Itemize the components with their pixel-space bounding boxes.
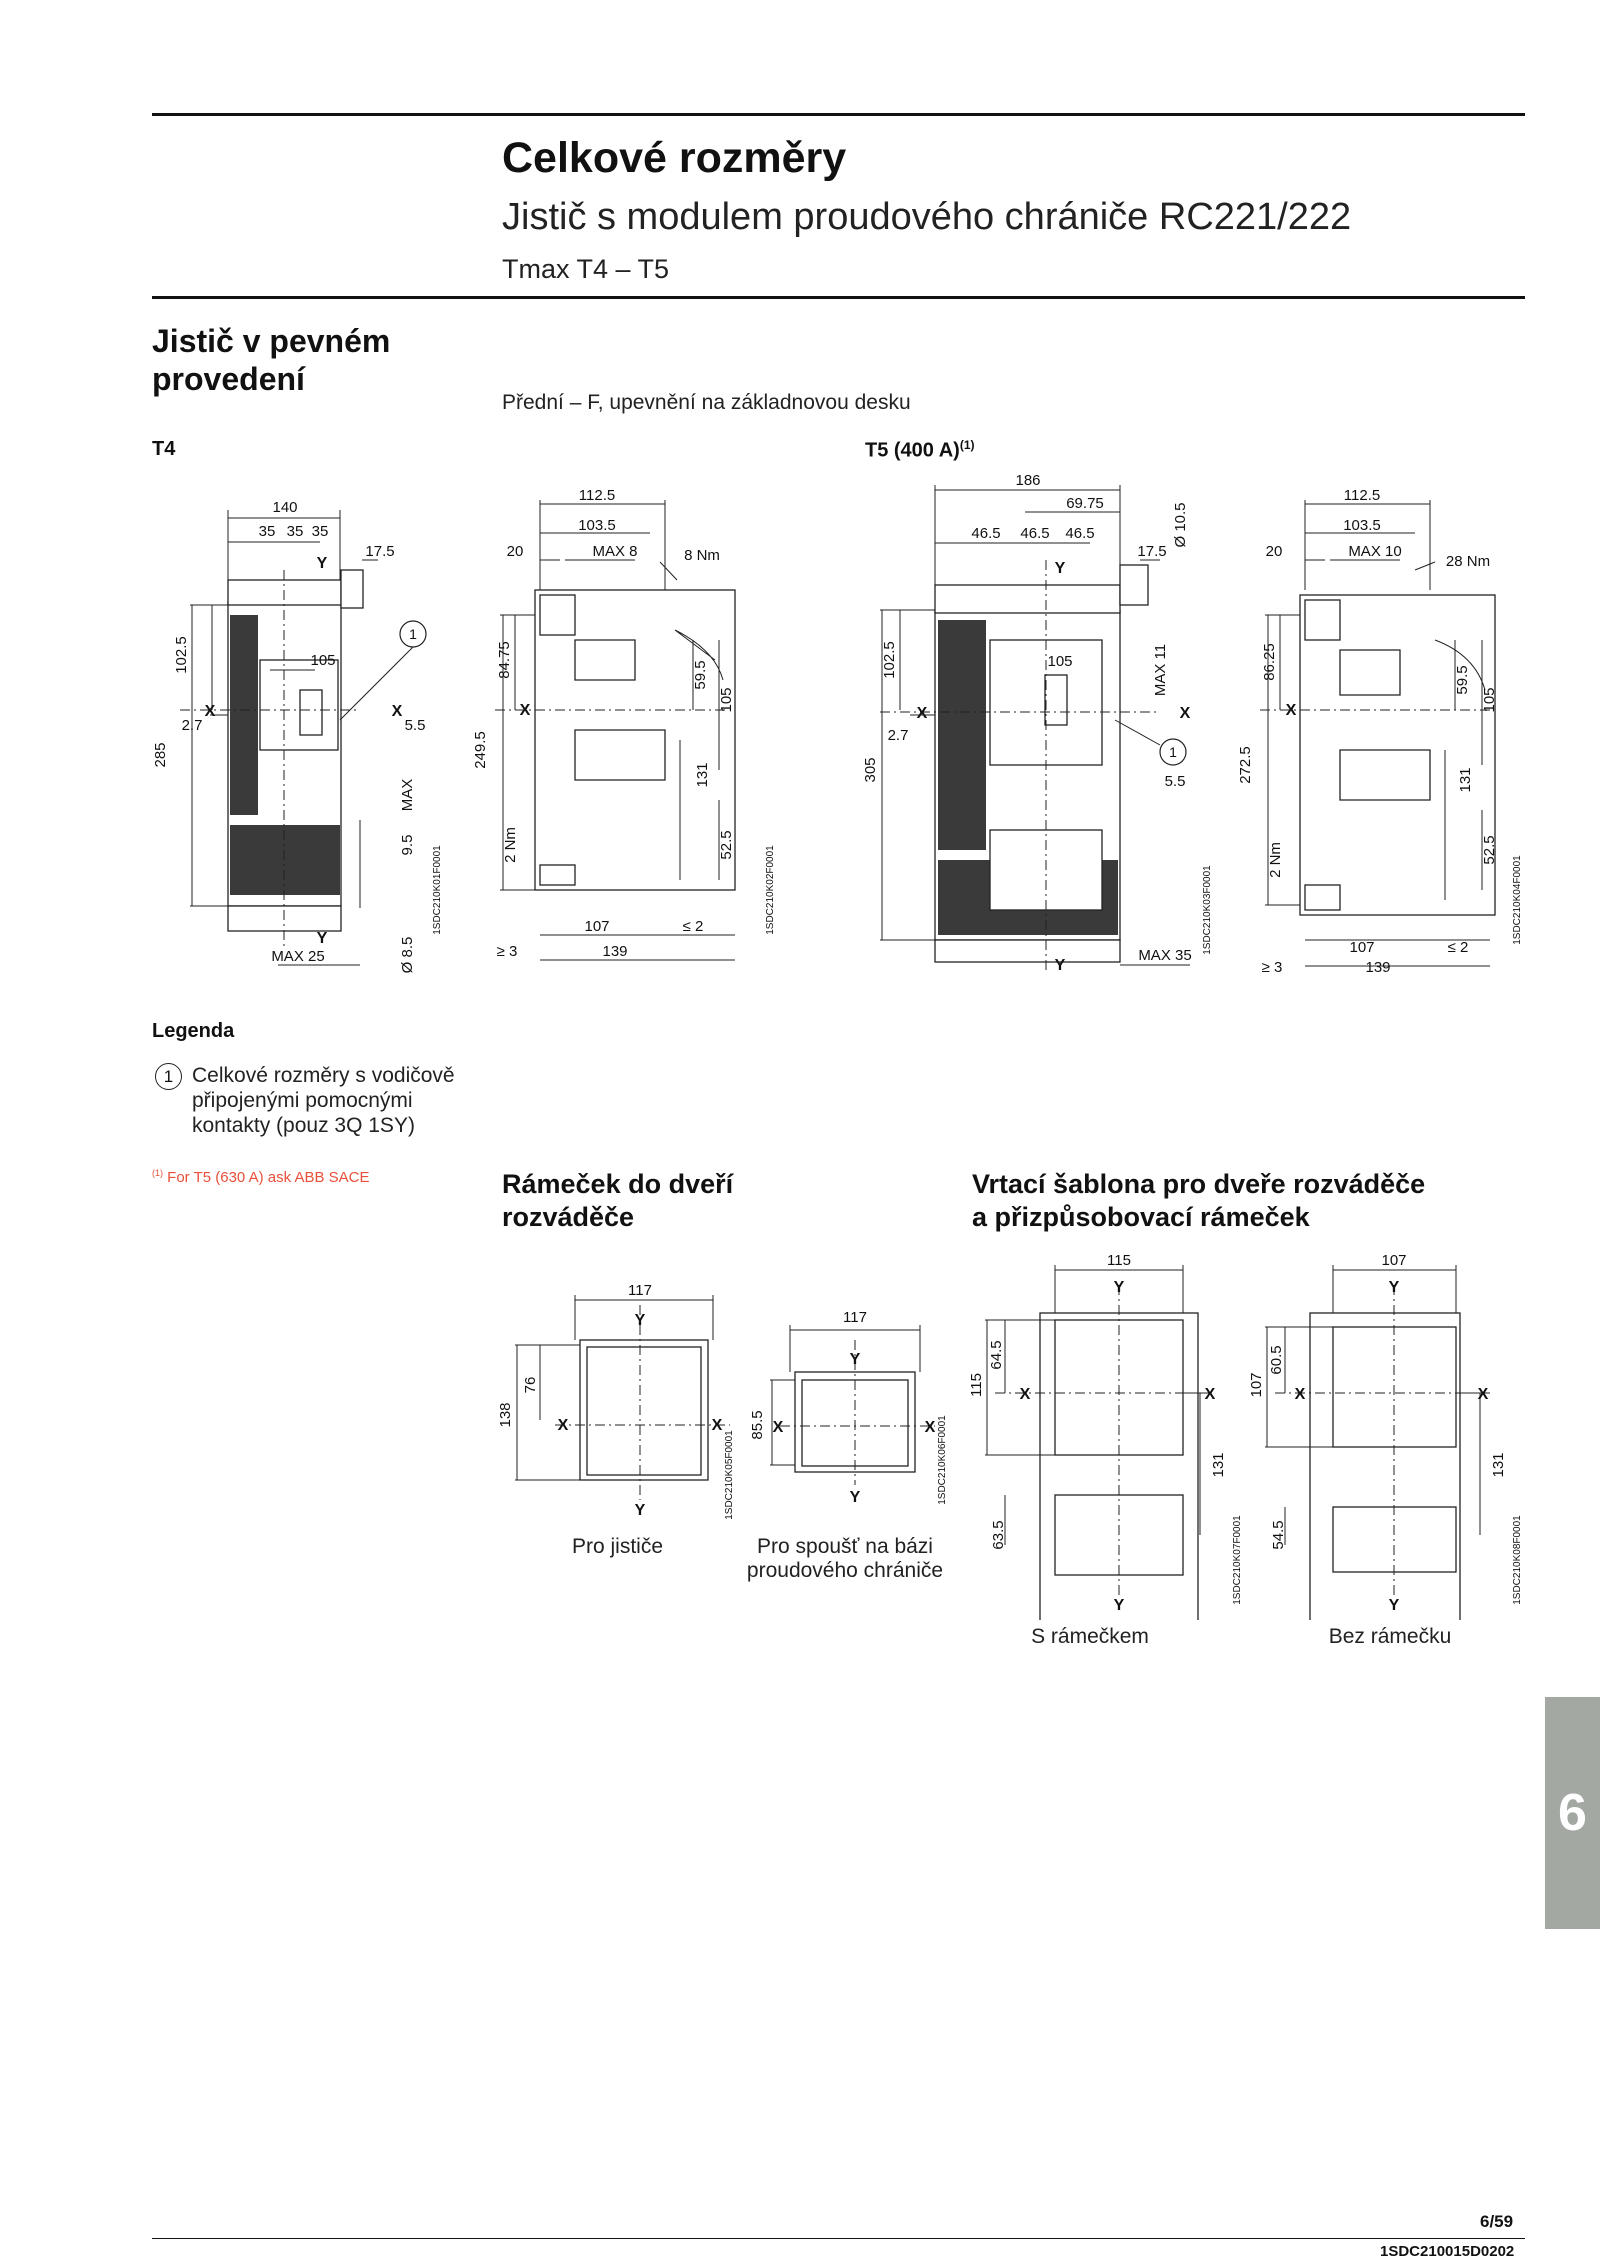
t4-dim-max: MAX [399, 778, 416, 812]
t5-5-5: 5.5 [1164, 773, 1186, 790]
page-number: 6/59 [1480, 2212, 1514, 2231]
t4-x-right: X [391, 703, 403, 720]
t5-y-bottom: Y [1054, 957, 1066, 974]
footnote-sup: (1) [152, 1168, 163, 1178]
t4-side-drawing [465, 480, 785, 990]
t4-dim-5-5: 5.5 [404, 717, 426, 734]
fb-85-5: 85.5 [749, 1410, 766, 1440]
t5s-20: 20 [1265, 543, 1283, 560]
t5-max11: MAX 11 [1152, 643, 1169, 697]
fb-y-top: Y [849, 1351, 861, 1368]
page-subtitle-2: Tmax T4 – T5 [502, 254, 670, 284]
t4-dim-35a: 35 [258, 523, 276, 540]
t5-46-5a: 46.5 [971, 525, 1001, 542]
t4-y-bottom: Y [316, 930, 328, 947]
legend-item [155, 1063, 472, 1138]
fb-y-bottom: Y [849, 1489, 861, 1506]
t5-y-top: Y [1054, 560, 1066, 577]
t5-305: 305 [862, 757, 879, 783]
t5-17-5: 17.5 [1137, 543, 1167, 560]
db-x-right: X [1477, 1386, 1489, 1403]
door-frame-title: Rámeček do dveří rozváděče [502, 1169, 734, 1232]
fb-x-left: X [772, 1419, 784, 1436]
section-title: Jistič v pevném provedení [152, 323, 391, 397]
db-y-bottom: Y [1388, 1597, 1400, 1614]
drill-b-code: 1SDC210K08F0001 [1512, 1515, 1523, 1605]
t4-front-code: 1SDC210K01F0001 [432, 845, 443, 935]
db-107-v: 107 [1248, 1372, 1265, 1398]
legend-item-text: Celkové rozměry s vodičově připojenými pomocnými kontakty (pouz 3Q 1SY) [192, 1064, 455, 1137]
t4s-2nm: 2 Nm [502, 827, 519, 863]
t4-y-top: Y [316, 555, 328, 572]
t4s-107: 107 [584, 918, 610, 935]
fa-117: 117 [628, 1282, 652, 1299]
drill-a-code: 1SDC210K07F0001 [1232, 1515, 1243, 1605]
page-title: Celkové rozměry [502, 134, 847, 182]
front-caption: Přední – F, upevnění na základnovou desku [502, 391, 911, 414]
t5s-59-5: 59.5 [1454, 665, 1471, 695]
fa-y-bottom: Y [634, 1502, 646, 1519]
t4s-103-5: 103.5 [578, 517, 616, 534]
da-63-5: 63.5 [990, 1520, 1007, 1550]
t5-label-sup: (1) [959, 438, 975, 452]
t5s-107: 107 [1349, 939, 1375, 956]
t4-dim-35b: 35 [286, 523, 304, 540]
t5-side-drawing [1230, 480, 1530, 990]
da-64-5: 64.5 [988, 1340, 1005, 1370]
t5s-131: 131 [1457, 767, 1474, 793]
t4-x-left: X [204, 703, 216, 720]
door-frame-rc-drawing [740, 1300, 960, 1520]
header-rule [152, 296, 1525, 299]
footer-rule [152, 2238, 1525, 2239]
t5s-86-25: 86.25 [1261, 643, 1278, 681]
drilling-with-frame-drawing [965, 1245, 1250, 1620]
t4s-131: 131 [694, 762, 711, 788]
t4s-249-5: 249.5 [472, 731, 489, 769]
page-subtitle: Jistič s modulem proudového chrániče RC221/222 [502, 196, 1352, 238]
t4-callout-1: 1 [409, 626, 417, 642]
fb-117: 117 [843, 1309, 867, 1326]
da-115-v: 115 [968, 1373, 985, 1397]
top-rule [152, 113, 1525, 116]
t4-dim-105: 105 [310, 652, 336, 669]
t4s-x: X [519, 702, 531, 719]
t5-label [865, 438, 975, 463]
t4-dim-9-5: 9.5 [399, 834, 416, 856]
da-y-top: Y [1113, 1279, 1125, 1296]
t5s-le2: ≤ 2 [1447, 939, 1469, 956]
t5-46-5c: 46.5 [1065, 525, 1095, 542]
frame-b-code: 1SDC210K06F0001 [937, 1415, 948, 1505]
fa-x-left: X [557, 1417, 569, 1434]
t5-x-right: X [1179, 705, 1191, 722]
drill-caption-b: Bez rámečku [1328, 1625, 1452, 1648]
t5s-103-5: 103.5 [1343, 517, 1381, 534]
frame-a-code: 1SDC210K05F0001 [724, 1430, 735, 1520]
legend-item-number: 1 [155, 1063, 182, 1090]
da-131: 131 [1210, 1452, 1227, 1478]
t4-label: T4 [152, 438, 176, 460]
t5-diam: Ø 10.5 [1172, 502, 1189, 548]
t5-69-75: 69.75 [1066, 495, 1104, 512]
db-131: 131 [1490, 1452, 1507, 1478]
t4s-112-5: 112.5 [578, 487, 616, 504]
footnote-text: For T5 (630 A) ask ABB SACE [167, 1169, 370, 1186]
t4-side-code: 1SDC210K02F0001 [765, 845, 776, 935]
da-x-left: X [1019, 1386, 1031, 1403]
t4s-ge3: ≥ 3 [496, 943, 518, 960]
frame-caption-b: Pro spoušť na bázi proudového chrániče [746, 1535, 944, 1582]
da-y-bottom: Y [1113, 1597, 1125, 1614]
t4-dim-285: 285 [152, 742, 169, 768]
fb-x-right: X [924, 1419, 936, 1436]
t5s-139: 139 [1365, 959, 1391, 976]
t4s-59-5: 59.5 [692, 660, 709, 690]
fa-y-top: Y [634, 1312, 646, 1329]
t5-105: 105 [1047, 653, 1073, 670]
drilling-without-frame-drawing [1245, 1245, 1530, 1620]
t5-front-code: 1SDC210K03F0001 [1202, 865, 1213, 955]
t4s-max8: MAX 8 [592, 543, 638, 560]
t4-dim-17-5: 17.5 [365, 543, 395, 560]
t5s-112-5: 112.5 [1343, 487, 1381, 504]
t4-dim-102-5: 102.5 [173, 636, 190, 674]
fa-x-right: X [711, 1417, 723, 1434]
db-54-5: 54.5 [1270, 1520, 1287, 1550]
t5s-ge3: ≥ 3 [1261, 959, 1283, 976]
t4-dim-diam: Ø 8.5 [399, 936, 416, 974]
t5s-max10: MAX 10 [1348, 543, 1402, 560]
document-id: 1SDC210015D0202 [1380, 2243, 1515, 2260]
t5-max35: MAX 35 [1138, 947, 1192, 964]
t4-dim-2-7: 2.7 [181, 717, 203, 734]
t5-label-text: T5 (400 A) [865, 439, 960, 462]
legend-title: Legenda [152, 1020, 235, 1042]
t4s-105: 105 [718, 687, 735, 713]
t5-2-7: 2.7 [887, 727, 909, 744]
drilling-title: Vrtací šablona pro dveře rozváděče a přizpůsobovací rámeček [972, 1169, 1426, 1232]
footnote [152, 1168, 369, 1186]
da-115: 115 [1107, 1252, 1131, 1269]
t4s-8nm: 8 Nm [684, 547, 720, 564]
t5s-105: 105 [1481, 687, 1498, 713]
t4s-52-5: 52.5 [718, 830, 735, 860]
fa-76: 76 [522, 1376, 539, 1394]
da-x-right: X [1204, 1386, 1216, 1403]
db-107: 107 [1381, 1252, 1407, 1269]
drill-caption-a: S rámečkem [1031, 1625, 1149, 1648]
chapter-tab: 6 [1545, 1697, 1600, 1929]
db-60-5: 60.5 [1268, 1345, 1285, 1375]
db-x-left: X [1294, 1386, 1306, 1403]
t4s-20: 20 [506, 543, 524, 560]
t5-46-5b: 46.5 [1020, 525, 1050, 542]
t5s-272-5: 272.5 [1237, 746, 1254, 784]
frame-caption-a: Pro jističe [571, 1535, 664, 1558]
t5-callout-1: 1 [1169, 744, 1177, 760]
t5-x-left: X [916, 705, 928, 722]
t4s-139: 139 [602, 943, 628, 960]
t4-front-drawing [150, 490, 450, 990]
fa-138: 138 [497, 1402, 514, 1428]
t5-side-code: 1SDC210K04F0001 [1512, 855, 1523, 945]
db-y-top: Y [1388, 1279, 1400, 1296]
t5s-2nm: 2 Nm [1267, 842, 1284, 878]
t5-102-5: 102.5 [881, 641, 898, 679]
t4-dim-max25: MAX 25 [271, 948, 325, 965]
t5s-x: X [1285, 702, 1297, 719]
t5-front-drawing [860, 470, 1220, 990]
t5s-52-5: 52.5 [1481, 835, 1498, 865]
door-frame-breaker-drawing [495, 1275, 740, 1525]
t4s-84-75: 84.75 [496, 641, 513, 679]
t4-dim-35c: 35 [311, 523, 329, 540]
t4s-le2: ≤ 2 [682, 918, 704, 935]
t4-dim-140: 140 [272, 499, 298, 516]
t5-186: 186 [1015, 472, 1041, 489]
t5s-28nm: 28 Nm [1445, 553, 1491, 570]
